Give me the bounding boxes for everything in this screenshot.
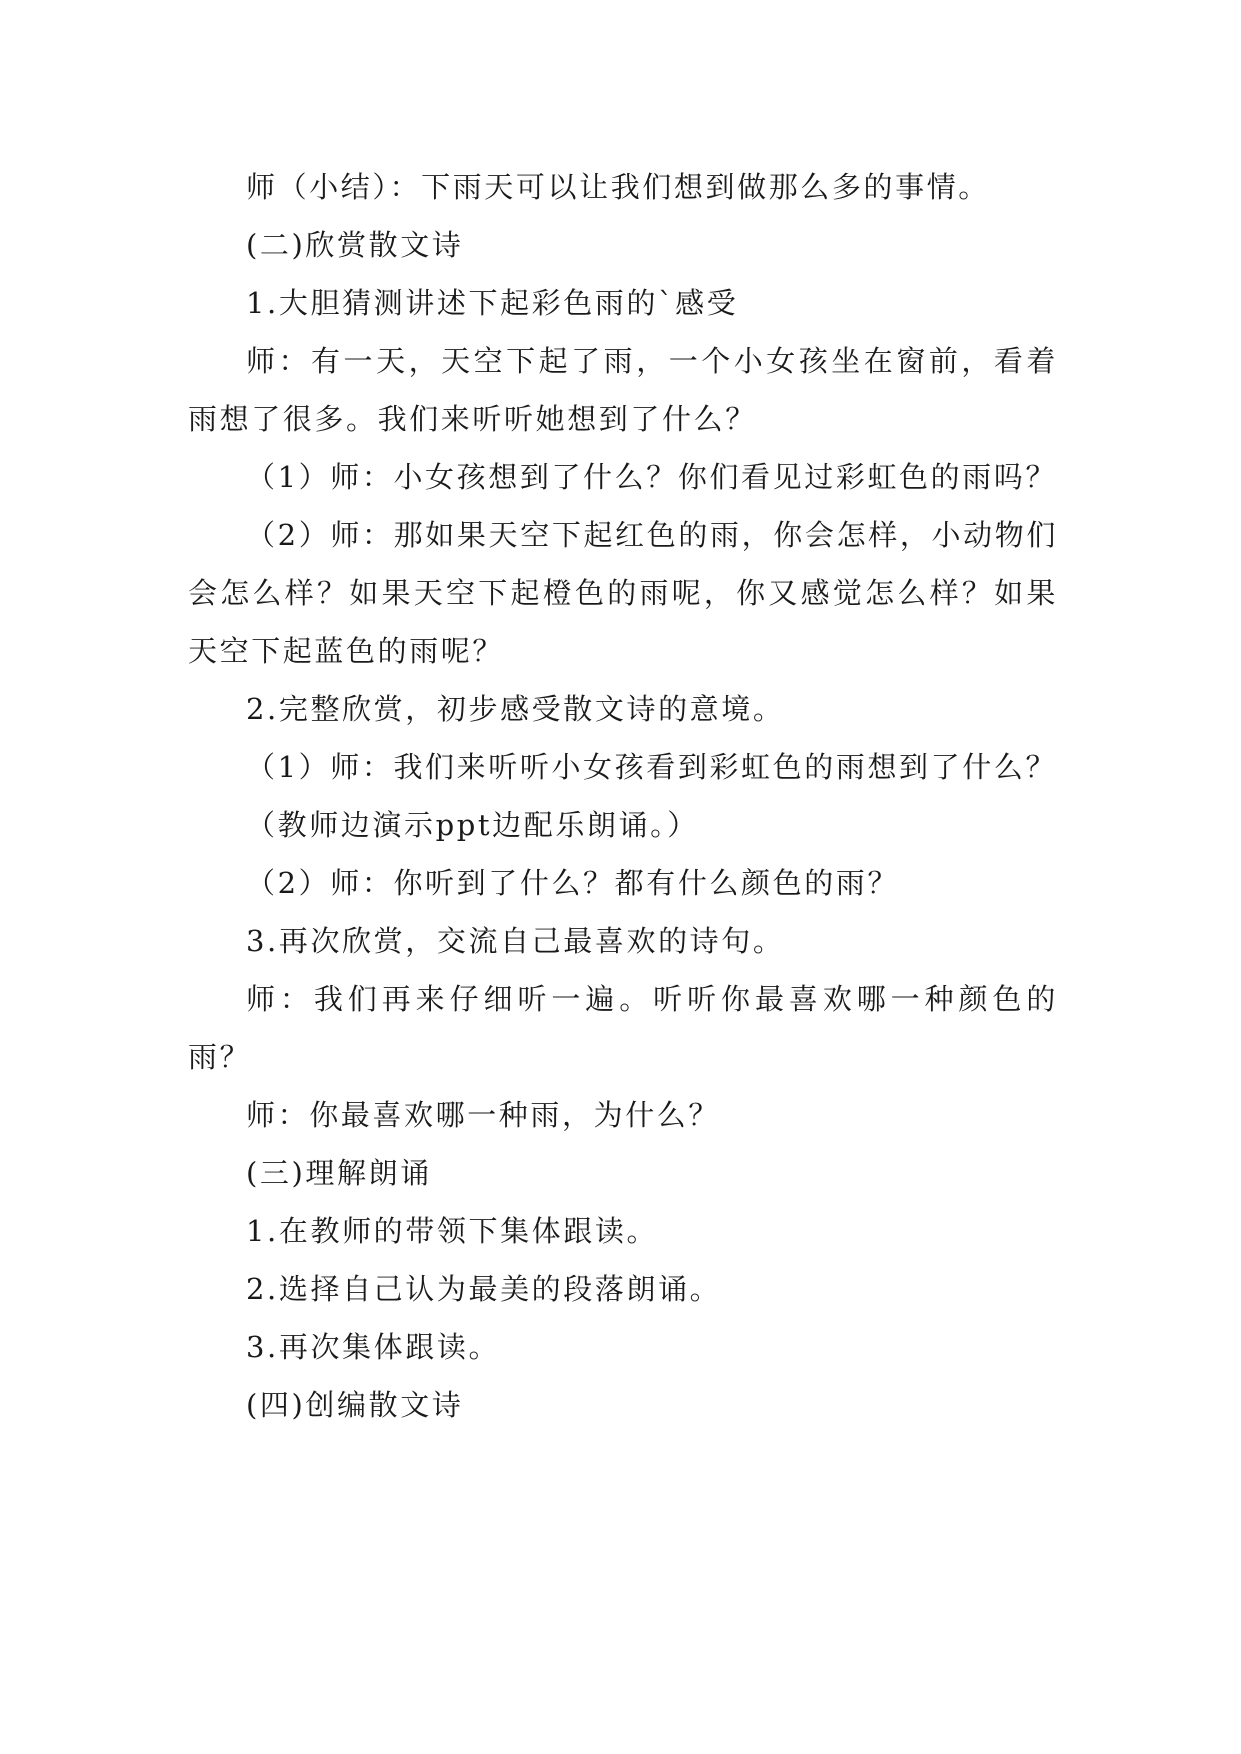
- list-item-choose-paragraph: 2.选择自己认为最美的段落朗诵。: [246, 1272, 722, 1306]
- paragraph-listen-again: 师：我们再来仔细听一遍。听听你最喜欢哪一种颜色的雨？: [188, 982, 1058, 1074]
- list-item-reappreciate: 3.再次欣赏，交流自己最喜欢的诗句。: [246, 924, 785, 958]
- section-heading-4: (四)创编散文诗: [246, 1388, 464, 1422]
- paragraph-summary: 师（小结）：下雨天可以让我们想到做那么多的事情。: [246, 170, 990, 204]
- list-item-full-appreciation: 2.完整欣赏，初步感受散文诗的意境。: [246, 692, 785, 726]
- paragraph-story-intro: 师：有一天，天空下起了雨，一个小女孩坐在窗前，看着雨想了很多。我们来听听她想到了什么？: [188, 344, 1058, 436]
- paragraph-favorite-rain: 师：你最喜欢哪一种雨，为什么？: [246, 1098, 721, 1132]
- question-1: （1）师：小女孩想到了什么？你们看见过彩虹色的雨吗？: [246, 460, 1058, 494]
- question-heard: （2）师：你听到了什么？都有什么颜色的雨？: [246, 866, 900, 900]
- stage-note: （教师边演示ppt边配乐朗诵。）: [246, 808, 699, 842]
- question-2: （2）师：那如果天空下起红色的雨，你会怎样，小动物们会怎么样？如果天空下起橙色的雨呢，你又感觉怎么样？如果天空下起蓝色的雨呢？: [188, 518, 1058, 668]
- list-item-follow-read: 1.在教师的带领下集体跟读。: [246, 1214, 659, 1248]
- section-heading-3: (三)理解朗诵: [246, 1156, 432, 1190]
- question-listen: （1）师：我们来听听小女孩看到彩虹色的雨想到了什么？: [246, 750, 1058, 784]
- list-item-read-again: 3.再次集体跟读。: [246, 1330, 501, 1364]
- document-body: [188, 158, 1058, 1434]
- section-heading-2: (二)欣赏散文诗: [246, 228, 464, 262]
- list-item-guess: 1.大胆猜测讲述下起彩色雨的`感受: [246, 286, 739, 320]
